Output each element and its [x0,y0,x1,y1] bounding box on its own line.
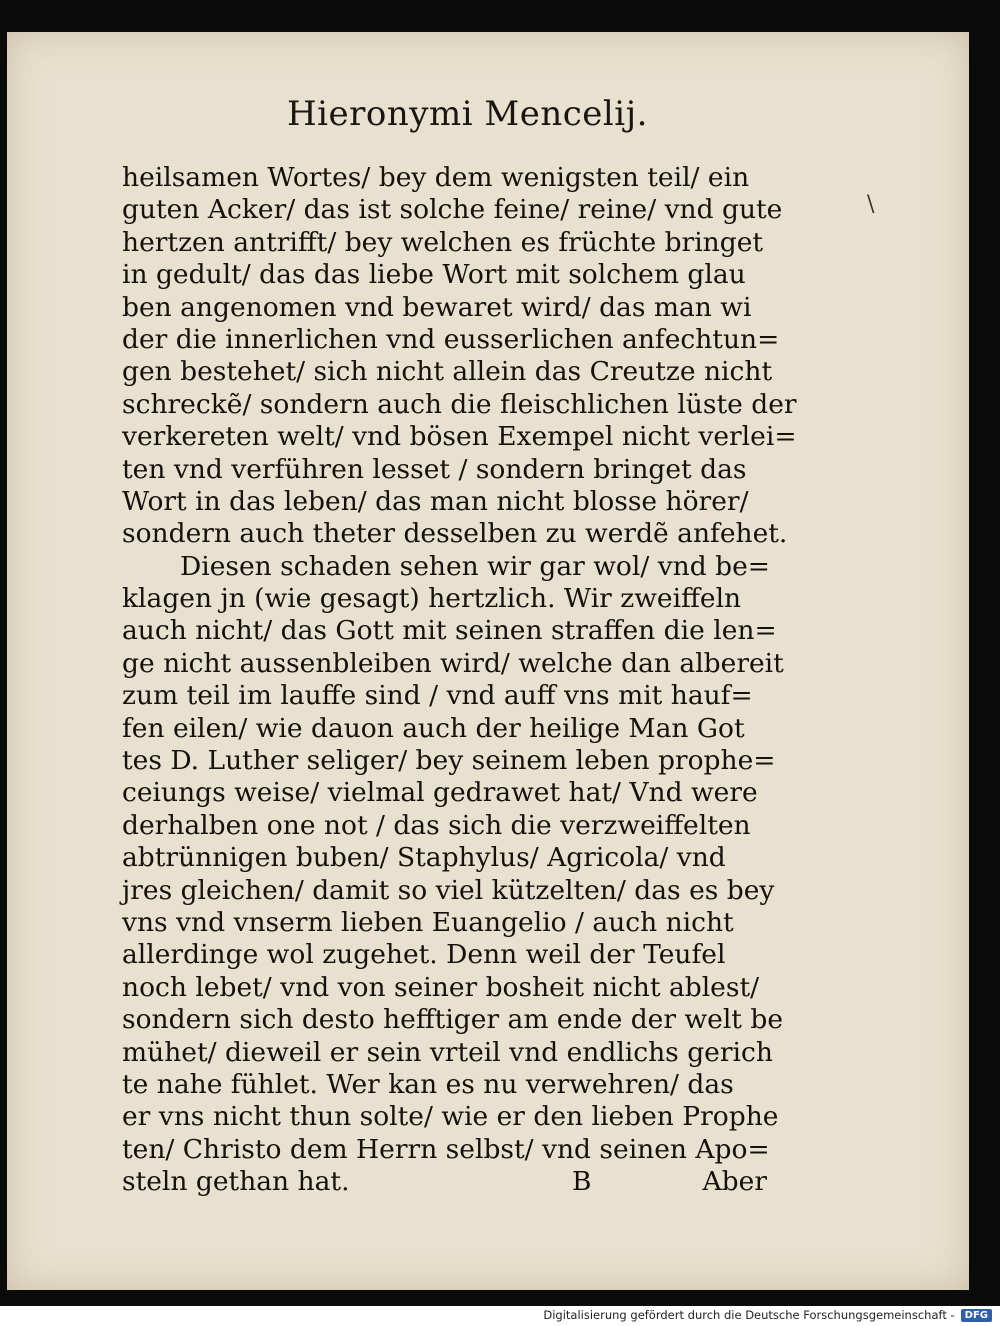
text-line: allerdinge wol zugehet. Denn weil der Teufel [122,939,726,971]
dfg-logo-icon: DFG [961,1309,992,1322]
text-line: sondern sich desto hefftiger am ende der welt be [122,1004,784,1036]
digitization-footer [543,1308,992,1322]
text-line: ceiungs weise/ vielmal gedrawet hat/ Vnd were [122,777,758,809]
margin-mark: \ [867,192,875,217]
text-line: tes D. Luther seliger/ bey seinem leben prophe= [122,745,776,777]
text-line: noch lebet/ vnd von seiner bosheit nicht ablest/ [122,971,760,1003]
text-line: auch nicht/ das Gott mit seinen straffen die len= [122,615,777,647]
text-line: ten vnd verführen lesset / sondern bringet das [122,453,747,485]
paragraph-start-line: Diesen schaden sehen wir gar wol/ vnd be= [180,550,770,582]
book-page [7,32,969,1290]
text-line: er vns nicht thun solte/ wie er den lieben Prophe [122,1101,779,1133]
text-line: fen eilen/ wie dauon auch der heilige Man Got [122,712,745,744]
text-line: ge nicht aussenbleiben wird/ welche dan albereit [122,647,784,679]
text-line: ben angenomen vnd bewaret wird/ das man wi [122,291,752,323]
text-line: der die innerlichen vnd eusserlichen anfechtun= [122,323,780,355]
text-line: Wort in das leben/ das man nicht blosse hörer/ [122,485,749,517]
text-line: jres gleichen/ damit so viel kützelten/ das es bey [122,874,775,906]
text-line: schreckẽ/ sondern auch die fleischlichen lüste der [122,388,797,420]
text-line: ten/ Christo dem Herrn selbst/ vnd seinen Apo= [122,1133,770,1165]
text-line: derhalben one not / das sich die verzweiffelten [122,809,751,841]
page-body-text [122,162,797,1166]
text-line: te nahe fühlet. Wer kan es nu verwehren/ das [122,1068,734,1100]
text-line: zum teil im lauffe sind / vnd auff vns mit hauf= [122,680,753,712]
text-line: abtrünnigen buben/ Staphylus/ Agricola/ vnd [122,842,726,874]
text-line: gen bestehet/ sich nicht allein das Creutze nicht [122,356,773,388]
text-line: in gedult/ das das liebe Wort mit solchem glau [122,259,746,291]
bottom-line-row [122,1166,767,1200]
text-line: mühet/ dieweil er sein vrteil vnd endlichs gerich [122,1036,773,1068]
footer-credit: Digitalisierung gefördert durch die Deutsche Forschungsgemeinschaft - [543,1308,955,1322]
catchword: Aber [702,1166,767,1197]
text-line: steln gethan hat. [122,1166,350,1197]
text-line: vns vnd vnserm lieben Euangelio / auch nicht [122,906,734,938]
text-line: klagen jn (wie gesagt) hertzlich. Wir zweiffeln [122,583,742,615]
running-header: Hieronymi Mencelij. [287,94,648,134]
text-line: sondern auch theter desselben zu werdẽ anfehet. [122,518,788,550]
text-line: heilsamen Wortes/ bey dem wenigsten teil/ ein [122,162,750,193]
text-line: guten Acker/ das ist solche feine/ reine/ vnd gute [122,194,783,226]
text-line: verkereten welt/ vnd bösen Exempel nicht verlei= [122,421,797,453]
signature-mark: B [572,1166,592,1197]
text-line: hertzen antrifft/ bey welchen es früchte bringet [122,226,764,258]
